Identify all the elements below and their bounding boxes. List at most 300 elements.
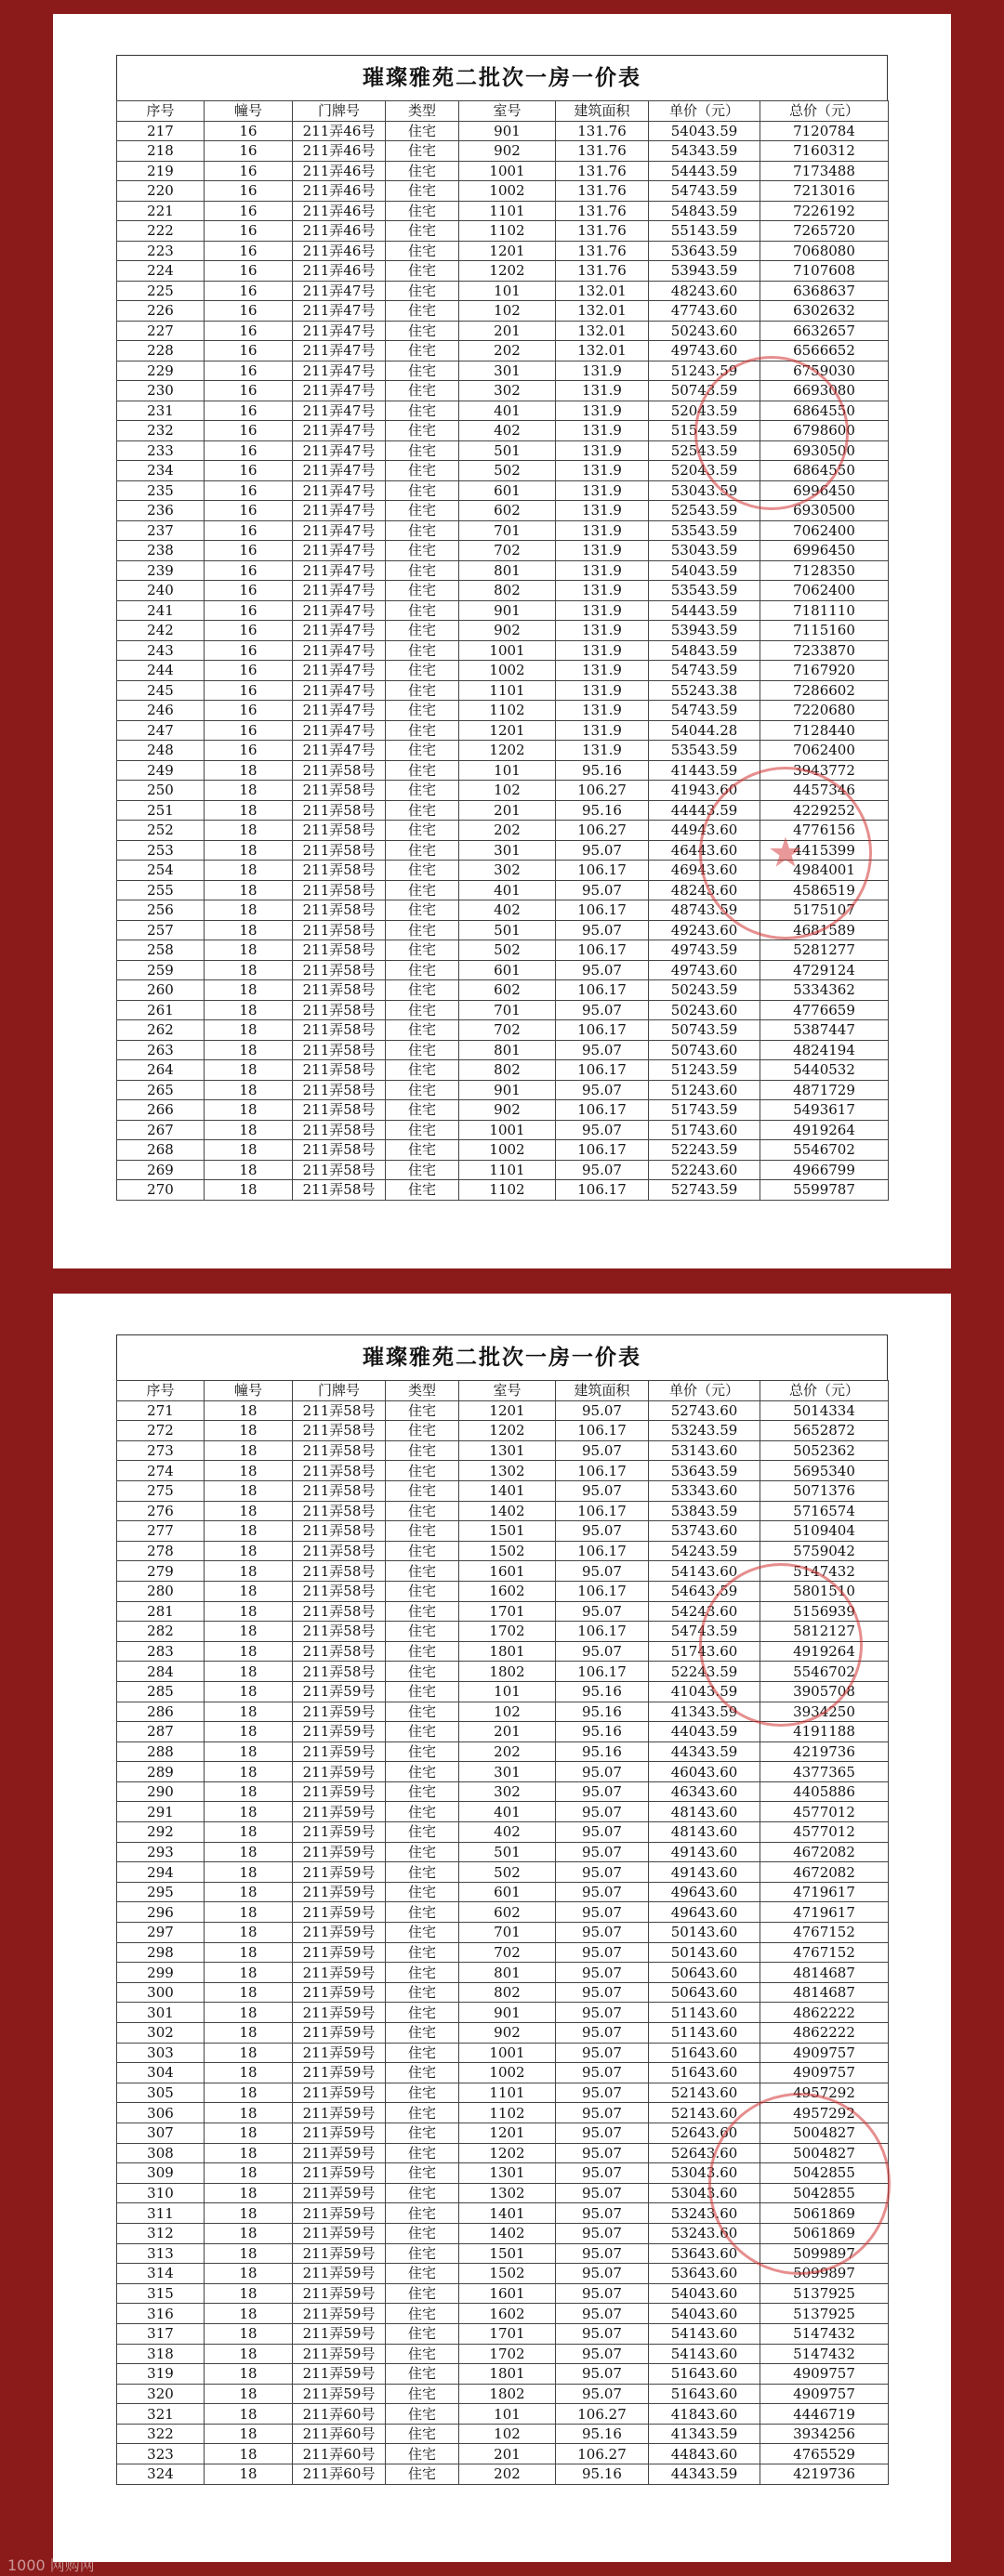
table-cell: 53643.60 <box>649 2243 760 2264</box>
table-cell: 131.9 <box>556 581 649 601</box>
table-cell: 211弄58号 <box>293 900 386 921</box>
table-cell: 211弄47号 <box>293 321 386 341</box>
table-cell: 1301 <box>459 1440 556 1461</box>
table-cell: 211弄58号 <box>293 940 386 961</box>
table-cell: 6930500 <box>760 501 889 521</box>
table-cell: 95.07 <box>556 2143 649 2163</box>
table-cell: 211弄47号 <box>293 701 386 721</box>
table-cell: 18 <box>205 1461 293 1481</box>
table-cell: 297 <box>117 1923 205 1943</box>
table-cell: 211弄47号 <box>293 621 386 641</box>
table-cell: 住宅 <box>386 2223 459 2243</box>
table-cell: 4909757 <box>760 2364 889 2385</box>
table-cell: 住宅 <box>386 1601 459 1622</box>
table-cell: 53943.59 <box>649 621 760 641</box>
table-cell: 106.17 <box>556 1140 649 1161</box>
table-cell: 1301 <box>459 2163 556 2184</box>
table-cell: 16 <box>205 401 293 421</box>
table-cell: 住宅 <box>386 880 459 900</box>
table-cell: 16 <box>205 321 293 341</box>
table-cell: 253 <box>117 840 205 861</box>
table-cell: 18 <box>205 1622 293 1642</box>
table-cell: 6302632 <box>760 301 889 322</box>
table-cell: 1101 <box>459 2083 556 2103</box>
table-cell: 52243.60 <box>649 1160 760 1180</box>
table-cell: 95.16 <box>556 1702 649 1722</box>
table-cell: 237 <box>117 520 205 541</box>
table-row <box>117 701 889 721</box>
table-cell: 309 <box>117 2163 205 2184</box>
table-cell: 263 <box>117 1040 205 1060</box>
table-cell: 54743.59 <box>649 701 760 721</box>
table-cell: 住宅 <box>386 701 459 721</box>
table-cell: 18 <box>205 1020 293 1041</box>
table-cell: 18 <box>205 1541 293 1561</box>
table-cell: 95.07 <box>556 840 649 861</box>
table-cell: 217 <box>117 121 205 141</box>
table-cell: 317 <box>117 2323 205 2344</box>
table-cell: 401 <box>459 401 556 421</box>
table-cell: 46043.60 <box>649 1762 760 1782</box>
table-cell: 401 <box>459 1802 556 1822</box>
table-cell: 211弄47号 <box>293 440 386 461</box>
table-cell: 211弄59号 <box>293 1963 386 1983</box>
table-row <box>117 1000 889 1020</box>
col-header: 类型 <box>386 101 459 122</box>
table-cell: 245 <box>117 680 205 701</box>
table-cell: 18 <box>205 1822 293 1843</box>
table-cell: 300 <box>117 1982 205 2003</box>
table-cell: 住宅 <box>386 840 459 861</box>
table-cell: 211弄59号 <box>293 1923 386 1943</box>
table-cell: 5812127 <box>760 1622 889 1642</box>
table-cell: 101 <box>459 2404 556 2425</box>
table-cell: 44343.59 <box>649 1741 760 1762</box>
table-row <box>117 560 889 581</box>
table-cell: 1002 <box>459 181 556 202</box>
table-cell: 16 <box>205 440 293 461</box>
table-cell: 219 <box>117 161 205 181</box>
table-cell: 4719617 <box>760 1882 889 1902</box>
table-cell: 1502 <box>459 2264 556 2284</box>
table-cell: 211弄59号 <box>293 1902 386 1923</box>
table-cell: 95.16 <box>556 1722 649 1742</box>
table-row <box>117 520 889 541</box>
table-cell: 18 <box>205 2203 293 2224</box>
table-cell: 211弄59号 <box>293 1781 386 1802</box>
table-cell: 95.07 <box>556 1882 649 1902</box>
table-cell: 住宅 <box>386 1681 459 1702</box>
table-cell: 18 <box>205 1160 293 1180</box>
table-cell: 211弄58号 <box>293 1180 386 1201</box>
col-header: 单价（元） <box>649 1381 760 1401</box>
table-cell: 274 <box>117 1461 205 1481</box>
table-cell: 211弄47号 <box>293 480 386 501</box>
table-cell: 1701 <box>459 2323 556 2344</box>
table-cell: 106.17 <box>556 1662 649 1682</box>
table-cell: 16 <box>205 221 293 242</box>
table-cell: 271 <box>117 1400 205 1421</box>
table-cell: 49743.60 <box>649 960 760 980</box>
table-cell: 132.01 <box>556 341 649 361</box>
table-cell: 223 <box>117 241 205 261</box>
table-row <box>117 1541 889 1561</box>
table-cell: 住宅 <box>386 2023 459 2044</box>
table-cell: 53543.59 <box>649 520 760 541</box>
table-cell: 50743.59 <box>649 381 760 401</box>
table-cell: 211弄58号 <box>293 880 386 900</box>
table-row <box>117 621 889 641</box>
table-cell: 307 <box>117 2123 205 2143</box>
table-cell: 222 <box>117 221 205 242</box>
table-cell: 211弄58号 <box>293 1461 386 1481</box>
table-cell: 211弄59号 <box>293 1762 386 1782</box>
table-cell: 7213016 <box>760 181 889 202</box>
table-cell: 246 <box>117 701 205 721</box>
table-cell: 18 <box>205 1100 293 1121</box>
table-cell: 住宅 <box>386 1942 459 1963</box>
table-cell: 4909757 <box>760 2384 889 2404</box>
table-cell: 106.17 <box>556 940 649 961</box>
table-cell: 4415399 <box>760 840 889 861</box>
table-cell: 250 <box>117 781 205 801</box>
table-cell: 18 <box>205 940 293 961</box>
table-cell: 住宅 <box>386 2404 459 2425</box>
table-cell: 202 <box>459 1741 556 1762</box>
table-cell: 95.07 <box>556 2283 649 2304</box>
table-cell: 701 <box>459 1923 556 1943</box>
table-cell: 7115160 <box>760 621 889 641</box>
table-cell: 211弄46号 <box>293 261 386 282</box>
table-row <box>117 1982 889 2003</box>
col-header: 序号 <box>117 101 205 122</box>
table-row <box>117 321 889 341</box>
table-cell: 211弄58号 <box>293 821 386 841</box>
table-cell: 住宅 <box>386 2203 459 2224</box>
table-cell: 53243.59 <box>649 1421 760 1441</box>
table-cell: 1501 <box>459 1521 556 1542</box>
table-cell: 299 <box>117 1963 205 1983</box>
table-cell: 131.9 <box>556 520 649 541</box>
table-cell: 50243.60 <box>649 1000 760 1020</box>
table-cell: 48143.60 <box>649 1822 760 1843</box>
table-cell: 234 <box>117 461 205 481</box>
table-cell: 1002 <box>459 2063 556 2083</box>
table-cell: 住宅 <box>386 2323 459 2344</box>
table-cell: 18 <box>205 1140 293 1161</box>
table-cell: 902 <box>459 2023 556 2044</box>
table-cell: 314 <box>117 2264 205 2284</box>
table-cell: 131.9 <box>556 701 649 721</box>
table-cell: 住宅 <box>386 1882 459 1902</box>
table-cell: 95.16 <box>556 2464 649 2485</box>
table-cell: 1402 <box>459 1501 556 1521</box>
table-cell: 4191188 <box>760 1722 889 1742</box>
table-cell: 53043.59 <box>649 541 760 561</box>
table-cell: 54043.59 <box>649 560 760 581</box>
table-cell: 49243.60 <box>649 920 760 940</box>
table-row <box>117 541 889 561</box>
table-row <box>117 980 889 1001</box>
table-cell: 5042855 <box>760 2183 889 2203</box>
table-cell: 290 <box>117 1781 205 1802</box>
table-cell: 18 <box>205 840 293 861</box>
table-row <box>117 2243 889 2264</box>
table-cell: 95.07 <box>556 2183 649 2203</box>
table-cell: 住宅 <box>386 1501 459 1521</box>
table-row <box>117 2063 889 2083</box>
table-cell: 住宅 <box>386 361 459 381</box>
table-cell: 住宅 <box>386 2384 459 2404</box>
table-cell: 211弄59号 <box>293 2183 386 2203</box>
table-cell: 95.07 <box>556 2123 649 2143</box>
table-row <box>117 501 889 521</box>
table-row <box>117 1480 889 1501</box>
table-cell: 住宅 <box>386 321 459 341</box>
table-cell: 227 <box>117 321 205 341</box>
table-cell: 16 <box>205 461 293 481</box>
table-cell: 53643.59 <box>649 241 760 261</box>
table-cell: 306 <box>117 2103 205 2123</box>
table-row <box>117 421 889 441</box>
table-cell: 住宅 <box>386 760 459 781</box>
table-cell: 6864550 <box>760 401 889 421</box>
table-cell: 95.07 <box>556 1080 649 1100</box>
table-cell: 305 <box>117 2083 205 2103</box>
table-cell: 48143.60 <box>649 1802 760 1822</box>
table-cell: 5493617 <box>760 1100 889 1121</box>
table-cell: 46343.60 <box>649 1781 760 1802</box>
table-cell: 211弄58号 <box>293 920 386 940</box>
table-row <box>117 281 889 301</box>
table-cell: 住宅 <box>386 2083 459 2103</box>
table-cell: 住宅 <box>386 1902 459 1923</box>
table-cell: 211弄58号 <box>293 1160 386 1180</box>
table-row <box>117 2183 889 2203</box>
table-cell: 52643.60 <box>649 2143 760 2163</box>
table-cell: 49743.59 <box>649 940 760 961</box>
table-cell: 301 <box>117 2003 205 2023</box>
table-cell: 211弄46号 <box>293 141 386 162</box>
table-cell: 95.07 <box>556 2344 649 2364</box>
table-cell: 211弄58号 <box>293 781 386 801</box>
table-cell: 211弄58号 <box>293 800 386 821</box>
table-row <box>117 440 889 461</box>
table-cell: 1202 <box>459 741 556 761</box>
table-cell: 54843.59 <box>649 201 760 221</box>
table-cell: 18 <box>205 2123 293 2143</box>
price-table-container <box>116 1334 888 2485</box>
table-cell: 54643.59 <box>649 1581 760 1601</box>
table-cell: 1001 <box>459 1120 556 1140</box>
table-cell: 住宅 <box>386 2283 459 2304</box>
table-cell: 106.17 <box>556 980 649 1001</box>
table-cell: 272 <box>117 1421 205 1441</box>
table-cell: 52143.60 <box>649 2103 760 2123</box>
table-cell: 18 <box>205 1862 293 1883</box>
table-cell: 202 <box>459 821 556 841</box>
table-row <box>117 2123 889 2143</box>
table-cell: 54743.59 <box>649 661 760 681</box>
table-cell: 95.07 <box>556 2243 649 2264</box>
table-cell: 131.9 <box>556 680 649 701</box>
table-cell: 16 <box>205 741 293 761</box>
table-cell: 211弄59号 <box>293 2203 386 2224</box>
table-cell: 53743.60 <box>649 1521 760 1542</box>
table-row <box>117 1722 889 1742</box>
table-cell: 46443.60 <box>649 840 760 861</box>
table-cell: 132.01 <box>556 301 649 322</box>
table-row <box>117 1963 889 1983</box>
table-cell: 住宅 <box>386 821 459 841</box>
table-cell: 5599787 <box>760 1180 889 1201</box>
table-cell: 住宅 <box>386 1180 459 1201</box>
table-cell: 131.9 <box>556 720 649 741</box>
table-cell: 4586519 <box>760 880 889 900</box>
table-cell: 252 <box>117 821 205 841</box>
table-cell: 住宅 <box>386 2264 459 2284</box>
table-cell: 131.9 <box>556 440 649 461</box>
table-cell: 102 <box>459 781 556 801</box>
table-cell: 131.9 <box>556 640 649 661</box>
table-cell: 211弄58号 <box>293 1501 386 1521</box>
table-cell: 211弄58号 <box>293 1120 386 1140</box>
table-cell: 1401 <box>459 2203 556 2224</box>
col-header: 门牌号 <box>293 101 386 122</box>
table-cell: 5281277 <box>760 940 889 961</box>
table-cell: 302 <box>459 1781 556 1802</box>
table-cell: 1202 <box>459 1421 556 1441</box>
table-cell: 18 <box>205 800 293 821</box>
table-cell: 住宅 <box>386 1020 459 1041</box>
table-cell: 211弄59号 <box>293 2103 386 2123</box>
table-cell: 5440532 <box>760 1060 889 1081</box>
table-cell: 257 <box>117 920 205 940</box>
table-cell: 7265720 <box>760 221 889 242</box>
table-cell: 18 <box>205 1060 293 1081</box>
table-cell: 4919264 <box>760 1641 889 1662</box>
table-cell: 住宅 <box>386 381 459 401</box>
table-cell: 住宅 <box>386 121 459 141</box>
table-row <box>117 1662 889 1682</box>
table-cell: 5109404 <box>760 1521 889 1542</box>
table-cell: 266 <box>117 1100 205 1121</box>
table-cell: 211弄58号 <box>293 1521 386 1542</box>
table-cell: 52043.59 <box>649 461 760 481</box>
table-cell: 54243.59 <box>649 1541 760 1561</box>
table-row <box>117 1561 889 1582</box>
table-cell: 265 <box>117 1080 205 1100</box>
table-cell: 95.07 <box>556 1781 649 1802</box>
table-cell: 95.07 <box>556 2203 649 2224</box>
table-cell: 44843.60 <box>649 2444 760 2464</box>
table-cell: 211弄46号 <box>293 121 386 141</box>
table-cell: 5147432 <box>760 1561 889 1582</box>
table-cell: 5147432 <box>760 2323 889 2344</box>
table-cell: 50243.60 <box>649 321 760 341</box>
table-cell: 131.9 <box>556 661 649 681</box>
table-cell: 53043.60 <box>649 2183 760 2203</box>
table-cell: 18 <box>205 980 293 1001</box>
table-cell: 50143.60 <box>649 1942 760 1963</box>
table-cell: 95.07 <box>556 1923 649 1943</box>
table-cell: 106.27 <box>556 821 649 841</box>
col-header: 门牌号 <box>293 1381 386 1401</box>
table-cell: 302 <box>459 381 556 401</box>
table-cell: 211弄47号 <box>293 520 386 541</box>
price-table-container <box>116 55 888 1201</box>
table-cell: 7107608 <box>760 261 889 282</box>
table-row <box>117 1942 889 1963</box>
table-cell: 18 <box>205 1902 293 1923</box>
table-cell: 324 <box>117 2464 205 2485</box>
table-row <box>117 840 889 861</box>
table-cell: 5004827 <box>760 2123 889 2143</box>
col-header: 建筑面积 <box>556 101 649 122</box>
table-cell: 52643.60 <box>649 2123 760 2143</box>
table-cell: 201 <box>459 1722 556 1742</box>
table-cell: 18 <box>205 2444 293 2464</box>
table-cell: 4765529 <box>760 2444 889 2464</box>
table-cell: 211弄58号 <box>293 760 386 781</box>
table-cell: 1802 <box>459 1662 556 1682</box>
table-cell: 601 <box>459 1882 556 1902</box>
col-header: 序号 <box>117 1381 205 1401</box>
table-row <box>117 201 889 221</box>
table-cell: 95.07 <box>556 1762 649 1782</box>
table-cell: 132.01 <box>556 281 649 301</box>
table-cell: 48243.60 <box>649 281 760 301</box>
table-cell: 18 <box>205 2323 293 2344</box>
table-cell: 16 <box>205 701 293 721</box>
table-cell: 18 <box>205 2304 293 2324</box>
table-row <box>117 1882 889 1902</box>
table-cell: 242 <box>117 621 205 641</box>
table-cell: 7226192 <box>760 201 889 221</box>
table-cell: 18 <box>205 1561 293 1582</box>
table-row <box>117 121 889 141</box>
table-cell: 16 <box>205 381 293 401</box>
table-cell: 7181110 <box>760 600 889 621</box>
table-cell: 106.17 <box>556 1100 649 1121</box>
table-cell: 256 <box>117 900 205 921</box>
table-cell: 211弄59号 <box>293 1942 386 1963</box>
table-cell: 211弄58号 <box>293 1480 386 1501</box>
table-row <box>117 381 889 401</box>
table-cell: 住宅 <box>386 2444 459 2464</box>
table-cell: 402 <box>459 421 556 441</box>
table-cell: 18 <box>205 1722 293 1742</box>
table-cell: 321 <box>117 2404 205 2425</box>
table-cell: 4405886 <box>760 1781 889 1802</box>
table-cell: 41843.60 <box>649 2404 760 2425</box>
table-cell: 3943772 <box>760 760 889 781</box>
table-cell: 5175107 <box>760 900 889 921</box>
table-cell: 52543.59 <box>649 501 760 521</box>
table-cell: 52043.59 <box>649 401 760 421</box>
table-cell: 住宅 <box>386 401 459 421</box>
table-row <box>117 1681 889 1702</box>
table-row <box>117 2083 889 2103</box>
table-cell: 16 <box>205 621 293 641</box>
table-cell: 51643.60 <box>649 2063 760 2083</box>
table-cell: 18 <box>205 960 293 980</box>
table-cell: 211弄47号 <box>293 401 386 421</box>
table-cell: 4672082 <box>760 1862 889 1883</box>
table-cell: 901 <box>459 600 556 621</box>
table-cell: 1102 <box>459 2103 556 2123</box>
table-cell: 211弄58号 <box>293 1140 386 1161</box>
